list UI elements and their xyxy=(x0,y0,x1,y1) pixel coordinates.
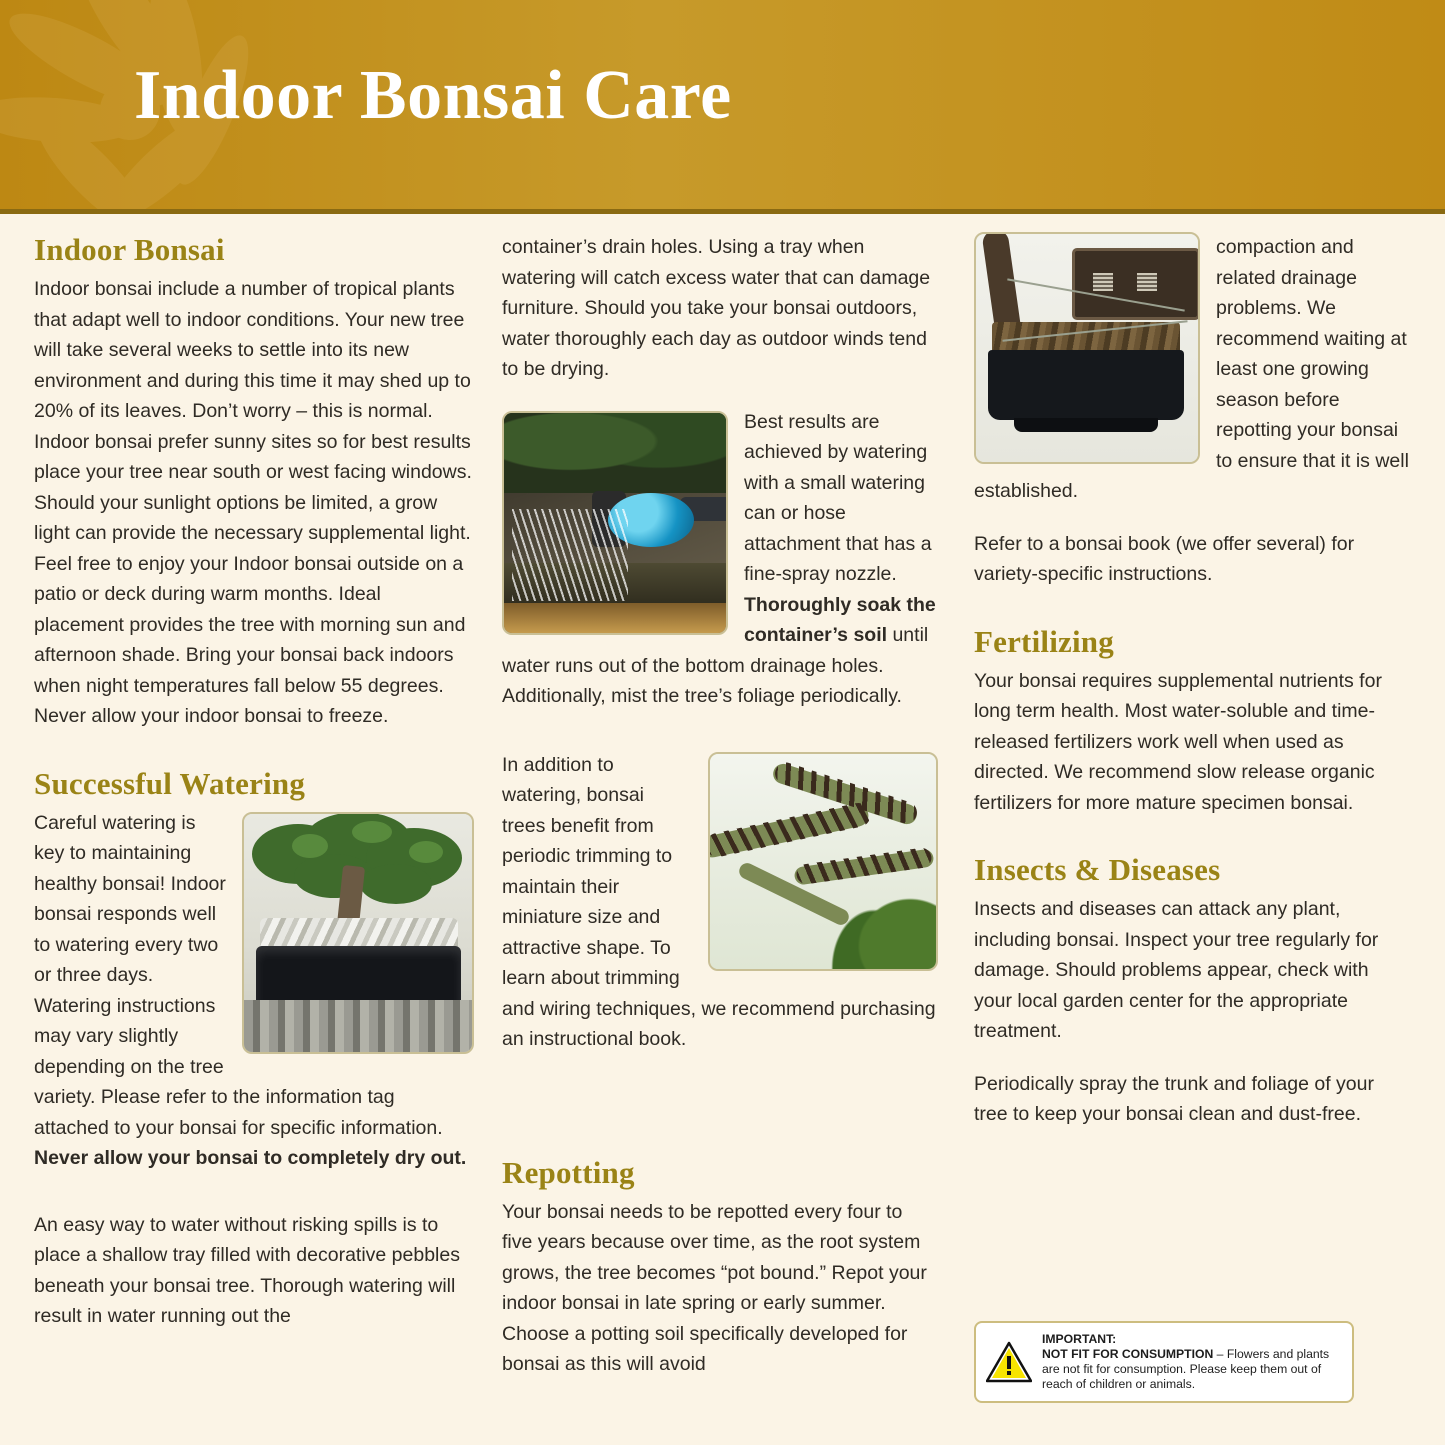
warning-triangle-icon xyxy=(986,1341,1032,1383)
heading-repotting: Repotting xyxy=(502,1154,635,1190)
important-label: IMPORTANT: xyxy=(1042,1332,1117,1346)
paragraph-refer-book: Refer to a bonsai book (we offer several) for variety-specific instructions. xyxy=(974,532,1355,585)
paragraph-trimming: In addition to watering, bonsai trees benefit from periodic trimming to maintain their miniature size and attractive shape. To learn about trimming and wiring techniques, we recommend purchasing an instructional book. xyxy=(502,753,936,1050)
important-headline: NOT FIT FOR CONSUMPTION xyxy=(1042,1347,1214,1361)
important-body: – Flowers and plants are not fit for consumption. Please keep them out of reach of children or animals. xyxy=(1042,1347,1330,1391)
photo-repotting-pot xyxy=(974,232,1200,464)
paragraph-best-results-text-2: until water runs out of the bottom drainage holes. Additionally, mist the tree’s foliage periodically. xyxy=(502,624,929,707)
column-middle xyxy=(502,232,938,1380)
paragraph-watering-1-bold: Never allow your bonsai to completely dry out. xyxy=(34,1147,467,1169)
important-warning-box xyxy=(974,1321,1354,1403)
paragraph-insects-1: Insects and diseases can attack any plant, including bonsai. Inspect your tree regularly for damage. Should problems appear, check with your local garden center for the appropriate treatment. xyxy=(974,898,1379,1042)
column-left xyxy=(34,232,474,1332)
paragraph-repotting: Your bonsai needs to be repotted every four to five years because over time, as the root system grows, the tree becomes “pot bound.” Repot your indoor bonsai in late spring or early summer. Choose a potting soil specifically developed for bonsai as this will avoid xyxy=(502,1200,927,1375)
paragraph-watering-1-text: Careful watering is key to maintaining healthy bonsai! Indoor bonsai responds well to watering every two or three days. Watering instructions may vary slightly depending on the tree variety. Please refer to the information tag attached to your bonsai for specific information. xyxy=(34,811,443,1139)
photo-wired-branches xyxy=(708,752,938,971)
paragraph-watering-2: An easy way to water without risking spills is to place a shallow tray filled with decorative pebbles beneath your bonsai tree. Thorough watering will result in water running out the xyxy=(34,1213,460,1327)
paragraph-compaction: compaction and related drainage problems. We recommend waiting at least one growing season before repotting your bonsai to ensure that it is well established. xyxy=(974,236,1409,502)
important-text xyxy=(1042,1332,1342,1392)
paragraph-insects-2: Periodically spray the trunk and foliage of your tree to keep your bonsai clean and dust-free. xyxy=(974,1072,1374,1125)
paragraph-best-results-text-1: Best results are achieved by watering with a small watering can or hose attachment that has a fine-spray nozzle. xyxy=(744,410,932,585)
paragraph-fertilizing: Your bonsai requires supplemental nutrients for long term health. Most water-soluble and time-released fertilizers work well when used as directed. We recommend slow release organic fertilizers for more mature specimen bonsai. xyxy=(974,669,1382,814)
heading-indoor-bonsai: Indoor Bonsai xyxy=(34,232,225,267)
heading-fertilizing: Fertilizing xyxy=(974,623,1114,659)
paragraph-indoor-bonsai: Indoor bonsai include a number of tropical plants that adapt well to indoor conditions. Your new tree will take several weeks to settle into its new environment and during this time it may shed up to 20% of its leaves. Don’t worry – this is normal. Indoor bonsai prefer sunny sites so for best results place your tree near south or west facing windows. Should your sunlight options be limited, a grow light can provide the necessary supplemental light. Feel free to enjoy your Indoor bonsai outside on a patio or deck during warm months. Ideal placement provides the tree with morning sun and afternoon shade. Bring your bonsai back indoors when night temperatures fall below 55 degrees. Never allow your indoor bonsai to freeze. xyxy=(34,278,472,727)
paragraph-drain-holes: container’s drain holes. Using a tray when watering will catch excess water that can damage furniture. Should you take your bonsai outdoors, water thoroughly each day as outdoor winds tend to be drying. xyxy=(502,236,931,380)
heading-successful-watering: Successful Watering xyxy=(34,765,306,801)
photo-bonsai-pebbles xyxy=(242,812,474,1054)
column-right xyxy=(974,232,1411,1130)
page-title: Indoor Bonsai Care xyxy=(134,57,732,134)
paragraph-best-results-bold: Thoroughly soak the container’s soil xyxy=(744,593,936,646)
heading-insects-diseases: Insects & Diseases xyxy=(974,852,1221,887)
photo-watering-nozzle xyxy=(502,411,728,635)
content-area xyxy=(0,214,1445,1445)
page-header xyxy=(0,0,1445,214)
